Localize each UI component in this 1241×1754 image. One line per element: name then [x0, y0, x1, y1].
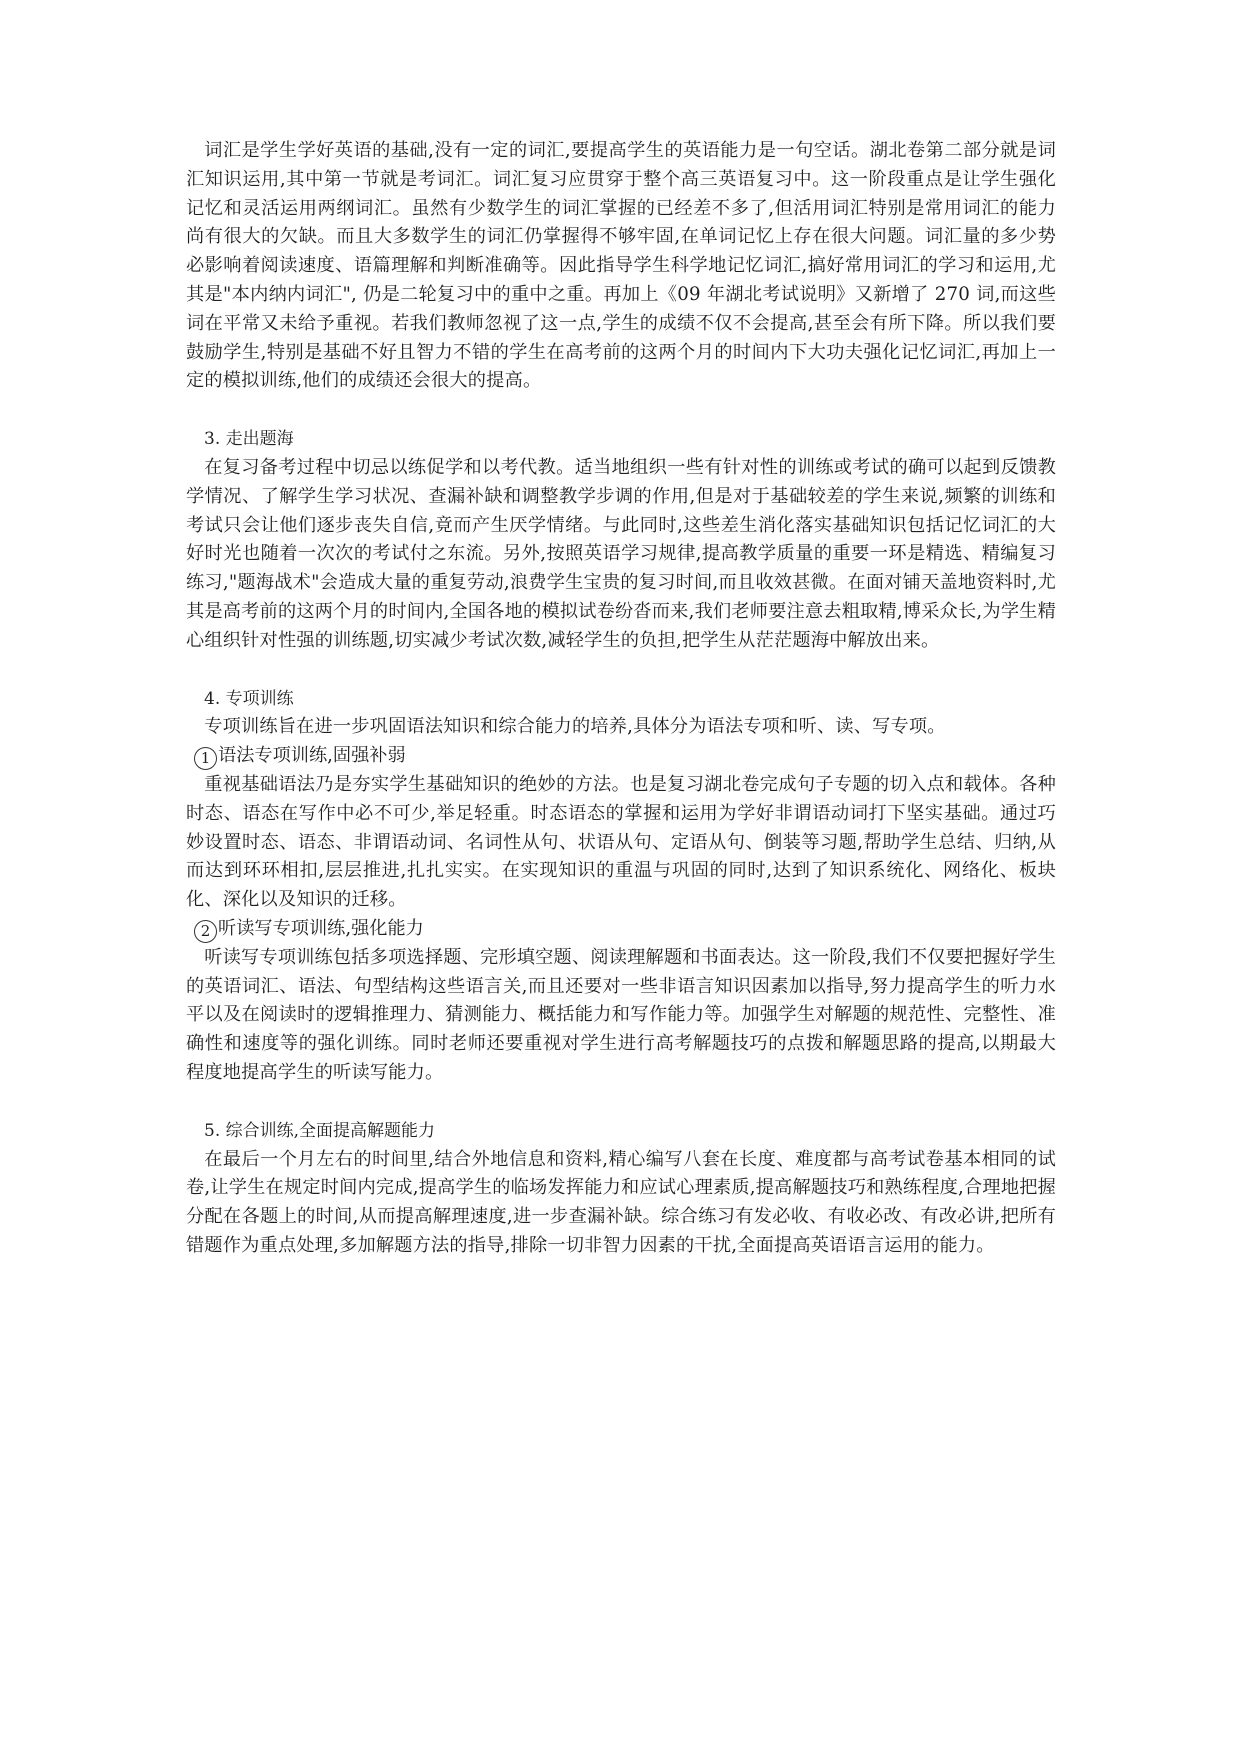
subsection-2-paragraph: 听读写专项训练包括多项选择题、完形填空题、阅读理解题和书面表达。这一阶段,我们不仅要把握好学生的英语词汇、语法、句型结构这些语言关,而且还要对一些非语言知识因素加以指导,努力提高学生的听力水平以及在阅读时的逻辑推理力、猜测能力、概括能力和写作能力等。加强学生对解题的规范性、完整性、准确性和速度等的强化训练。同时老师还要重视对学生进行高考解题技巧的点拨和解题思路的提高,以期最大程度地提高学生的听读写能力。	[186, 946, 1056, 1083]
circled-number-2: 2	[194, 920, 217, 943]
spacer	[186, 656, 1056, 685]
spacer	[186, 396, 1056, 425]
section-5-heading: 5. 综合训练,全面提高解题能力	[204, 1120, 436, 1141]
circled-number-1: 1	[194, 747, 217, 770]
section-5-paragraph: 在最后一个月左右的时间里,结合外地信息和资料,精心编写八套在长度、难度都与高考试卷基本相同的试卷,让学生在规定时间内完成,提高学生的临场发挥能力和应试心理素质,提高解题技巧和熟练程度,合理地把握分配在各题上的时间,从而提高解理速度,进一步查漏补缺。综合练习有发必收、有收必改、有改必讲,把所有错题作为重点处理,多加解题方法的指导,排除一切非智力因素的干扰,全面提高英语语言运用的能力。	[186, 1148, 1056, 1256]
spacer	[186, 1088, 1056, 1117]
subsection-2-title-text: 听读写专项训练,强化能力	[218, 917, 424, 939]
section-3-paragraph: 在复习备考过程中切忌以练促学和以考代教。适当地组织一些有针对性的训练或考试的确可以起到反馈教学情况、了解学生学习状况、查漏补缺和调整教学步调的作用,但是对于基础较差的学生来说,频繁的训练和考试只会让他们逐步丧失自信,竟而产生厌学情绪。与此同时,这些差生消化落实基础知识包括记忆词汇的大好时光也随着一次次的考试付之东流。另外,按照英语学习规律,提高教学质量的重要一环是精选、精编复习练习,"题海战术"会造成大量的重复劳动,浪费学生宝贵的复习时间,而且收效甚微。在面对铺天盖地资料时,尤其是高考前的这两个月的时间内,全国各地的模拟试卷纷沓而来,我们老师要注意去粗取精,博采众长,为学生精心组织针对性强的训练题,切实减少考试次数,减轻学生的负担,把学生从茫茫题海中解放出来。	[186, 456, 1056, 651]
subsection-1-paragraph: 重视基础语法乃是夯实学生基础知识的绝妙的方法。也是复习湖北卷完成句子专题的切入点和载体。各种时态、语态在写作中必不可少,举足轻重。时态语态的掌握和运用为学好非谓语动词打下坚实基础。通过巧妙设置时态、语态、非谓语动词、名词性从句、状语从句、定语从句、倒装等习题,帮助学生总结、归纳,从而达到环环相扣,层层推进,扎扎实实。在实现知识的重温与巩固的同时,达到了知识系统化、网络化、板块化、深化以及知识的迁移。	[186, 773, 1056, 911]
intro-paragraph: 词汇是学生学好英语的基础,没有一定的词汇,要提高学生的英语能力是一句空话。湖北卷第二部分就是词汇知识运用,其中第一节就是考词汇。词汇复习应贯穿于整个高三英语复习中。这一阶段重点是让学生强化记忆和灵活运用两纲词汇。虽然有少数学生的词汇掌握的已经差不多了,但活用词汇特别是常用词汇的能力尚有很大的欠缺。而且大多数学生的词汇仍掌握得不够牢固,在单词记忆上存在很大问题。词汇量的多少势必影响着阅读速度、语篇理解和判断准确等。因此指导学生科学地记忆词汇,搞好常用词汇的学习和运用,尤其是"本内纳内词汇", 仍是二轮复习中的重中之重。再加上《09 年湖北考试说明》又新增了 270 词,而这些词在平常又未给予重视。若我们教师忽视了这一点,学生的成绩不仅不会提高,甚至会有所下降。所以我们要鼓励学生,特别是基础不好且智力不错的学生在高考前的这两个月的时间内下大功夫强化记忆词汇,再加上一定的模拟训练,他们的成绩还会很大的提高。	[186, 140, 1056, 392]
section-4-heading: 4. 专项训练	[204, 688, 294, 709]
subsection-1-title	[186, 742, 1056, 771]
section-4-intro: 专项训练旨在进一步巩固语法知识和综合能力的培养,具体分为语法专项和听、读、写专项。	[204, 716, 946, 738]
subsection-1-title-text: 语法专项训练,固强补弱	[218, 745, 406, 767]
subsection-2-title	[186, 915, 1056, 944]
section-3-heading: 3. 走出题海	[204, 429, 294, 450]
document-page	[186, 137, 1056, 1261]
